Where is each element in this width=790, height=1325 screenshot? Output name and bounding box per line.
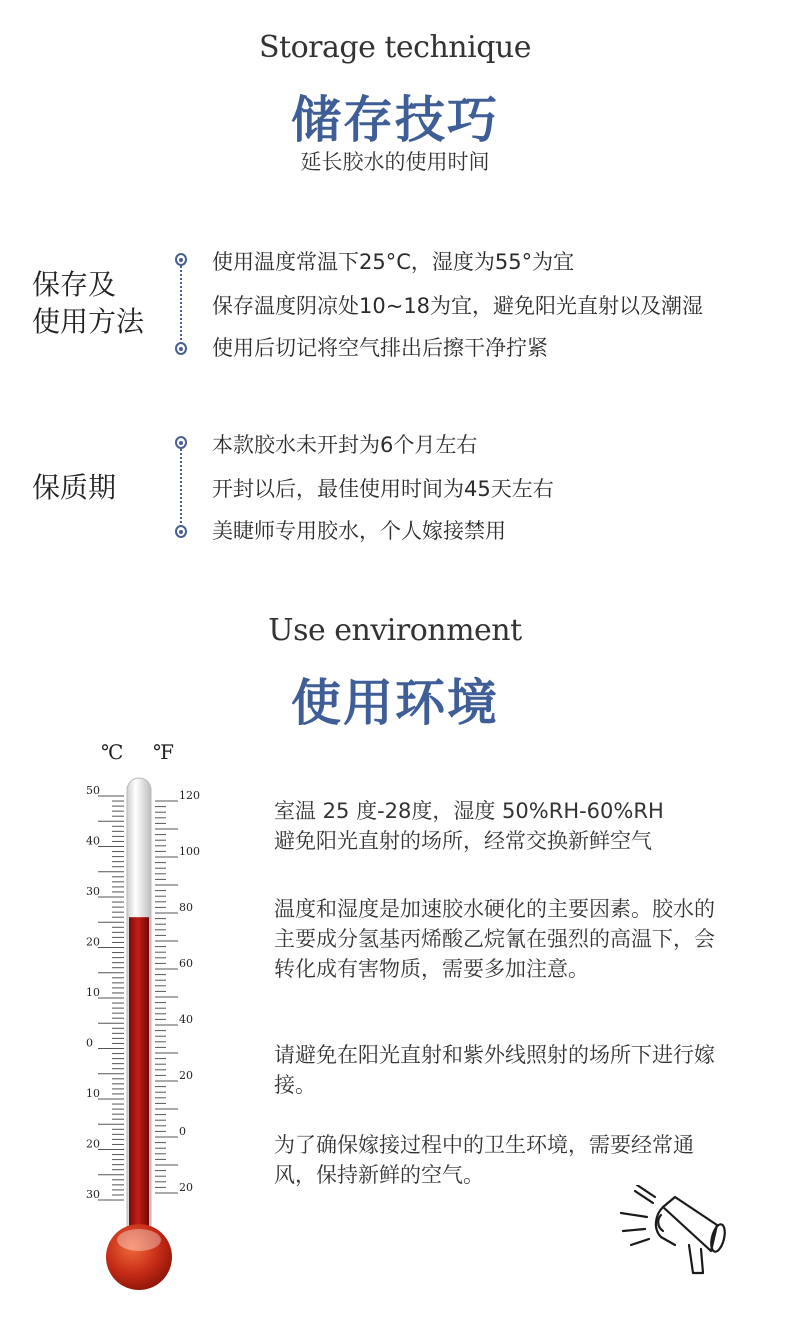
timeline-dot-bottom xyxy=(175,525,187,538)
thermometer xyxy=(60,770,260,1290)
celsius-label: 40 xyxy=(86,834,100,848)
timeline-dot-bottom xyxy=(175,342,187,355)
environment-para-3 xyxy=(274,1040,734,1100)
storage-en-title: Storage technique xyxy=(258,30,532,65)
shelf-life-timeline xyxy=(180,445,182,531)
fahrenheit-label: 0 xyxy=(179,1125,186,1138)
usage-method-item: 保存温度阴凉处10~18为宜，避免阳光直射以及潮湿 xyxy=(212,294,704,318)
celsius-label: 0 xyxy=(86,1036,93,1050)
thermometer-bulb-highlight xyxy=(117,1229,161,1251)
environment-cn-title: 使用环境 xyxy=(291,674,499,732)
fahrenheit-label: 20 xyxy=(179,1069,193,1082)
storage-cn-title: 储存技巧 xyxy=(291,91,499,149)
shelf-life-item: 本款胶水未开封为6个月左右 xyxy=(212,433,478,457)
timeline-dot-top xyxy=(175,436,187,449)
celsius-label: 10 xyxy=(86,1087,100,1100)
megaphone-icon xyxy=(615,1185,735,1285)
environment-para-3-text: 请避免在阳光直射和紫外线照射的场所下进行嫁接。 xyxy=(274,1043,715,1097)
fahrenheit-unit: ℉ xyxy=(153,740,174,764)
usage-method-label-line1: 保存及 xyxy=(32,268,117,301)
celsius-label: 20 xyxy=(86,935,100,949)
usage-method-label xyxy=(32,266,144,340)
shelf-life-label: 保质期 xyxy=(32,471,117,504)
environment-en-title: Use environment xyxy=(268,613,522,648)
environment-para-4-text: 为了确保嫁接过程中的卫生环境，需要经常通风，保持新鲜的空气。 xyxy=(274,1133,694,1187)
usage-method-item: 使用后切记将空气排出后擦干净拧紧 xyxy=(212,336,548,360)
shelf-life-item: 美睫师专用胶水，个人嫁接禁用 xyxy=(212,519,506,543)
celsius-label: 20 xyxy=(86,1137,100,1151)
timeline-dot-top xyxy=(175,253,187,266)
usage-method-item: 使用温度常温下25°C，湿度为55°为宜 xyxy=(212,250,575,274)
shelf-life-item: 开封以后，最佳使用时间为45天左右 xyxy=(212,477,554,501)
thermometer-mercury xyxy=(129,917,149,1246)
environment-para-2 xyxy=(274,894,734,984)
fahrenheit-label: 80 xyxy=(179,901,193,914)
celsius-label: 30 xyxy=(86,885,100,898)
fahrenheit-label: 120 xyxy=(179,789,200,802)
environment-para-1 xyxy=(274,796,734,856)
storage-subtitle: 延长胶水的使用时间 xyxy=(300,150,490,174)
usage-method-label-line2: 使用方法 xyxy=(32,305,145,338)
celsius-label: 10 xyxy=(86,986,100,999)
environment-para-2-text: 温度和湿度是加速胶水硬化的主要因素。胶水的主要成分氢基丙烯酸乙烷氰在强烈的高温下，会转化成有害物质，需要多加注意。 xyxy=(274,897,715,981)
fahrenheit-label: 20 xyxy=(179,1181,193,1194)
fahrenheit-label: 40 xyxy=(179,1013,193,1026)
environment-para-4 xyxy=(274,1130,734,1190)
celsius-label: 50 xyxy=(86,784,100,797)
celsius-label: 30 xyxy=(86,1188,100,1201)
environment-para-1-line2: 避免阳光直射的场所，经常交换新鲜空气 xyxy=(274,829,652,853)
celsius-unit: ℃ xyxy=(101,740,124,764)
environment-para-1-line1: 室温 25 度-28度，湿度 50%RH-60%RH xyxy=(274,799,664,823)
usage-method-timeline xyxy=(180,263,182,348)
fahrenheit-label: 60 xyxy=(179,957,193,970)
fahrenheit-label: 100 xyxy=(179,845,200,858)
